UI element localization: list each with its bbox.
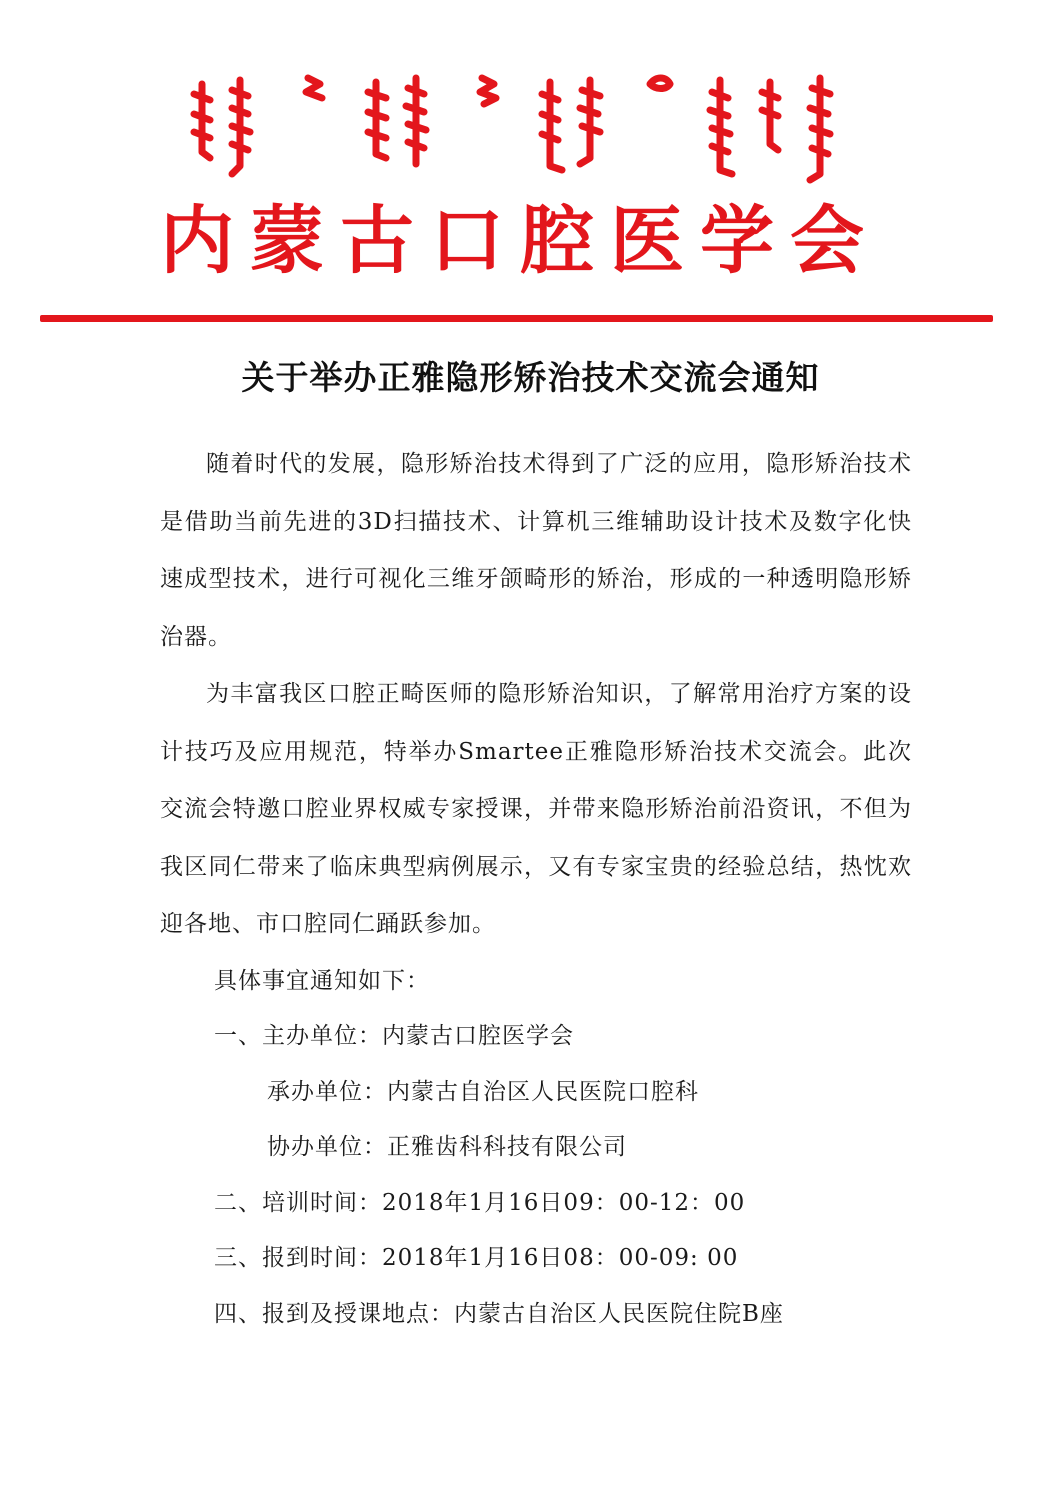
red-divider [40,315,993,322]
paragraph-purpose: 为丰富我区口腔正畸医师的隐形矫治知识，了解常用治疗方案的设计技巧及应用规范，特举办Smartee正雅隐形矫治技术交流会。此次交流会特邀口腔业界权威专家授课，并带来隐形矫治前沿资讯，不但为我区同仁带来了临床典型病例展示，又有专家宝贵的经验总结，热忱欢迎各地、市口腔同仁踊跃参加。 [160,681,912,937]
notice-title: 关于举办正雅隐形矫治技术交流会通知 [241,358,820,397]
detail-co-organizer: 协办单位：正雅齿科科技有限公司 [267,1134,627,1160]
detail-venue: 四、报到及授课地点：内蒙古自治区人民医院住院B座 [214,1300,784,1327]
detail-organizer: 一、主办单位：内蒙古口腔医学会 [214,1023,574,1049]
paragraph-background: 随着时代的发展，隐形矫治技术得到了广泛的应用，隐形矫治技术是借助当前先进的3D扫描技术、计算机三维辅助设计技术及数字化快速成型技术，进行可视化三维牙颌畸形的矫治，形成的一种透明隐形矫治器。 [160,451,912,650]
notice-body [160,436,912,1342]
mongolian-script-graphic [180,74,860,194]
details-intro: 具体事宜通知如下： [214,967,430,994]
letterhead [0,0,1061,330]
mongolian-script-logo [180,74,860,194]
detail-registration-time: 三、报到时间：2018年1月16日08：00-09: 00 [214,1245,739,1271]
detail-training-time: 二、培训时间：2018年1月16日09：00-12：00 [214,1189,746,1216]
detail-host: 承办单位：内蒙古自治区人民医院口腔科 [267,1078,699,1105]
org-name: 内蒙古口腔医学会 [160,198,880,284]
